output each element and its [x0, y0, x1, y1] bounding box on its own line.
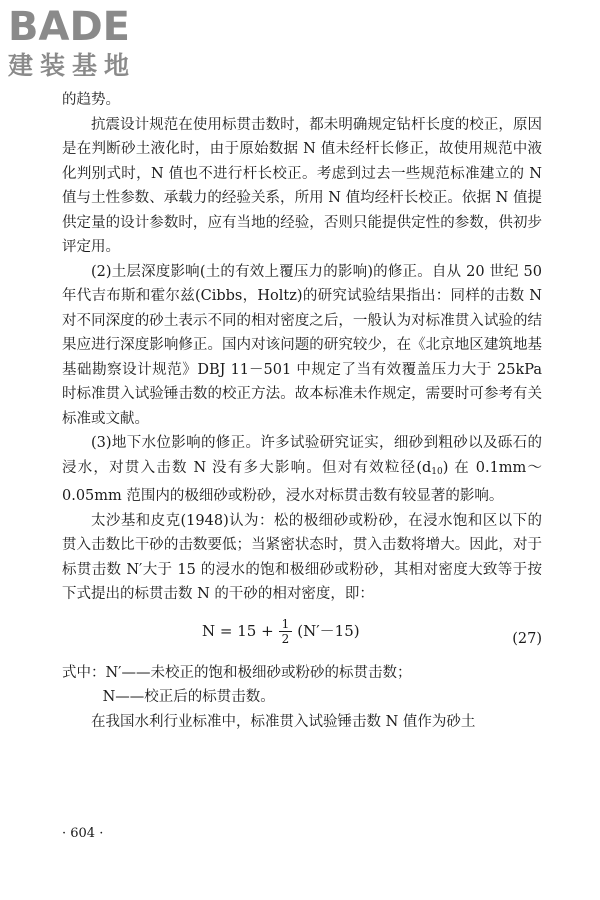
grain-size-subscript: 10 [431, 466, 443, 477]
formula-fraction [279, 617, 293, 646]
formula-expression [202, 617, 360, 646]
formula-rhs: (N′－15) [297, 621, 360, 640]
logo-text-zh: 建装基地 [8, 51, 137, 80]
bade-logo [8, 6, 178, 88]
definition-n: N——校正后的标贯击数。 [102, 689, 275, 705]
paragraph-depth-correction: (2)土层深度影响(土的有效上覆压力的影响)的修正。自从 20 世纪 50 年代吉布斯和霍尔兹(Cibbs，Holtz)的研究试验结果指出：同样的击数 N 对不同深度的砂土表示不同的相对密度之后，一般认为对标准贯入试验的结果应进行深度影响修正。国内对该问题的研究较少，在《北京地区建筑地基基础勘察设计规范》DBJ 11－501 中规定了当有效覆盖压力大于 25kPa 时标准贯入试验锤击数的校正方法。故本标准未作规定，需要时可参考有关标准或文献。 [62, 263, 542, 427]
equation-27 [62, 611, 542, 659]
paragraph-water-industry: 在我国水利行业标准中，标准贯入试验锤击数 N 值作为砂土 [91, 713, 476, 730]
paragraph-groundwater [62, 431, 542, 509]
definition-n-prime: 式中：N′——未校正的饱和极细砂或粉砂的标贯击数； [62, 664, 412, 681]
page-number: · 604 · [62, 826, 104, 841]
page-body [62, 88, 542, 734]
fraction-numerator: 1 [279, 617, 293, 632]
paragraph-continuation: 的趋势。 [62, 92, 120, 108]
formula-lhs: N = 15 + [202, 621, 274, 640]
equation-number: (27) [512, 630, 542, 647]
fraction-denominator: 2 [281, 631, 290, 646]
groundwater-text-b: ) 在 0.1mm～0.05mm 范围内的极细砂或粉砂，浸水对标贯击数有较显著的影响。 [62, 459, 543, 504]
paragraph-rod-length: 抗震设计规范在使用标贯击数时，都未明确规定钻杆长度的校正，原因是在判断砂土液化时，由于原始数据 N 值未经杆长修正，故使用规范中液化判别式时，N 值也不进行杆长校正。考虑到过去一些规范标准建立的 N 值与土性参数、承载力的经验关系，所用 N 值均经杆长校正。依据 N 值提供定量的设计参数时，应有当地的经验，否则只能提供定性的参数，供初步评定用。 [62, 116, 542, 255]
logo-text-en: BADE [8, 4, 130, 50]
paragraph-terzaghi-peck: 太沙基和皮克(1948)认为：松的极细砂或粉砂，在浸水饱和区以下的贯入击数比干砂的击数要低；当紧密状态时，贯入击数将增大。因此，对于标贯击数 N′大于 15 的浸水的饱和极细砂或粉砂，其相对密度大致等于按下式提出的标贯击数 N 的干砂的相对密度，即： [62, 512, 542, 602]
groundwater-text-a: (3)地下水位影响的修正。许多试验研究证实，细砂到粗砂以及砾石的浸水，对贯入击数 N 没有多大影响。但对有效粒径(d [62, 435, 542, 476]
